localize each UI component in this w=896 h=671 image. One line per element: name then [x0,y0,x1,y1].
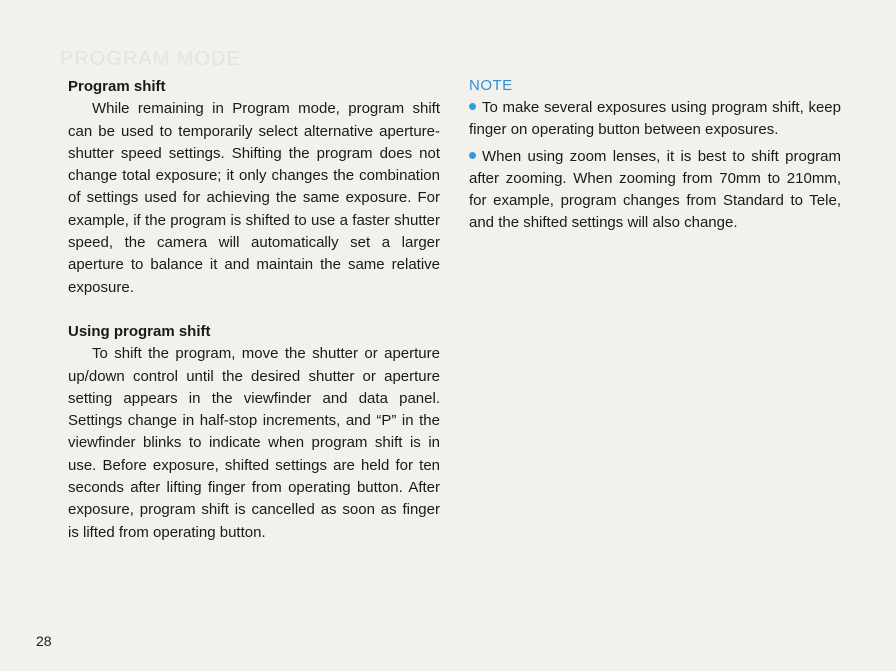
note-item [469,97,841,142]
page-number: 28 [36,633,52,649]
bleed-through-title: PROGRAM MODE [60,48,241,70]
bullet-icon [469,152,476,159]
using-program-shift-heading: Using program shift [68,322,211,340]
note-column [469,75,841,239]
note-heading: NOTE [469,77,513,94]
program-shift-body: While remaining in Program mode, program shift can be used to temporarily select alternative aperture-shutter speed settings. Shifting the program does not change total exposure; it only changes the combination of settings used for achieving the same exposure. For example, if the program is shifted to use a faster shutter speed, the camera will automatically set a larger aperture to balance it and maintain the same relative exposure. [68,100,440,296]
note-item-text: To make several exposures using program shift, keep finger on operating button between exposures. [469,99,841,139]
using-program-shift-body: To shift the program, move the shutter or aperture up/down control until the desired shutter or aperture setting appears in the viewfinder and data panel. Settings change in half-stop increments, and “P” in the viewfinder blinks to indicate when program shift is in use. Before exposure, shifted settings are held for ten seconds after lifting finger from operating button. After exposure, program shift is cancelled as soon as finger is lifted from operating button. [68,345,440,541]
program-shift-heading: Program shift [68,78,166,95]
left-column [68,76,440,544]
note-item [469,146,841,235]
bullet-icon [469,103,476,110]
note-item-text: When using zoom lenses, it is best to shift program after zooming. When zooming from 70mm to 210mm, for example, program changes from Standard to Tele, and the shifted settings will also change. [469,147,841,232]
